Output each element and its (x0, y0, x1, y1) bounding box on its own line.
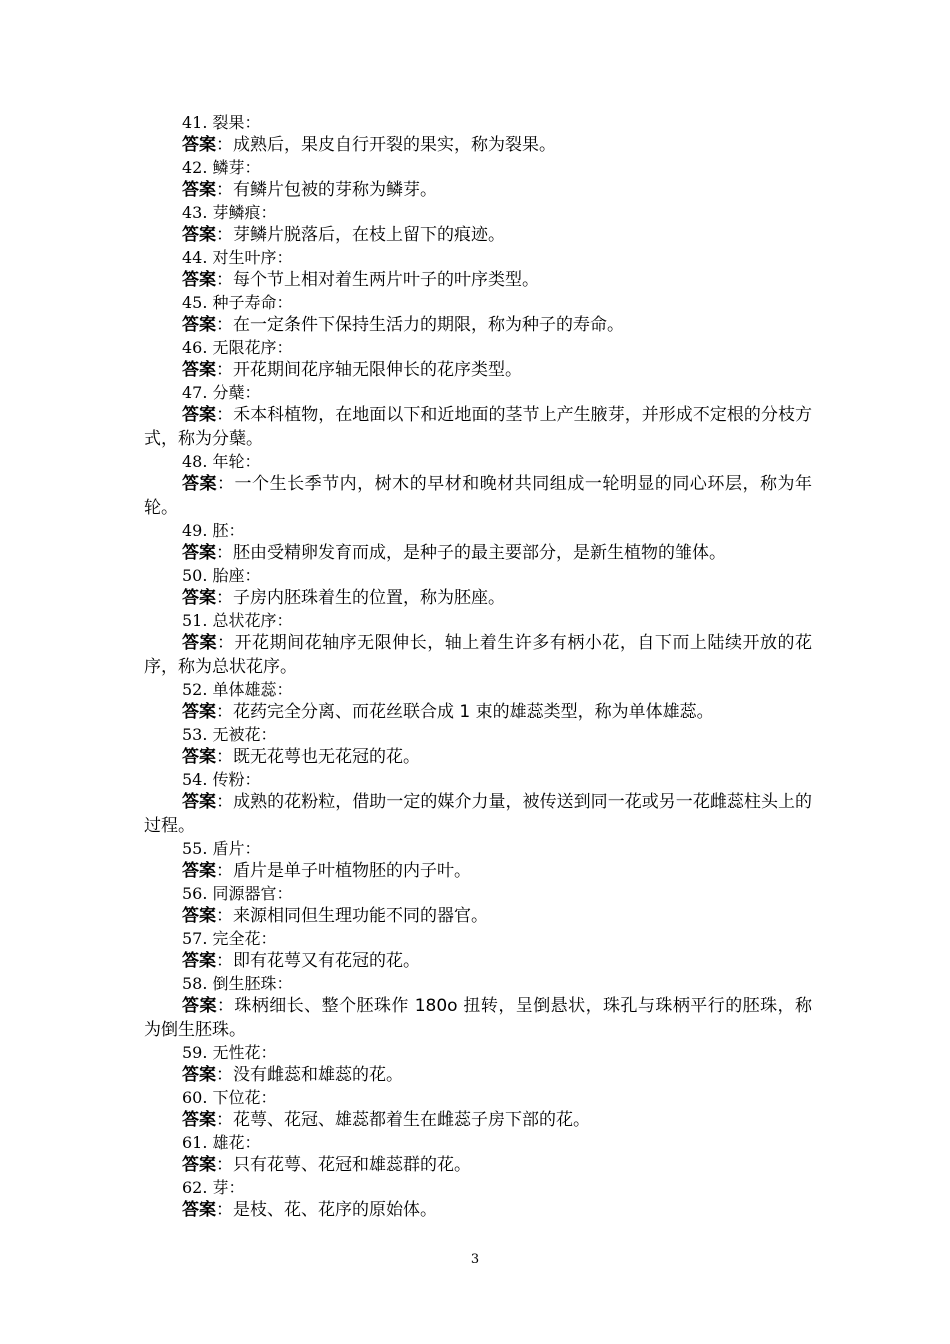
answer-body: ：成熟的花粉粒，借助一定的媒介力量，被传送到同一花或另一花雌蕊柱头上的过程。 (144, 792, 813, 836)
answer-body: ：一个生长季节内，树木的早材和晚材共同组成一轮明显的同心环层，称为年轮。 (144, 474, 813, 518)
answer-body: ：胚由受精卵发育而成，是种子的最主要部分，是新生植物的雏体。 (216, 543, 726, 563)
glossary-entry (144, 293, 812, 337)
answer-text (144, 1198, 812, 1222)
answer-text (144, 745, 812, 769)
answer-label: 答案 (182, 1110, 216, 1130)
term-heading: 42. 鳞芽： (182, 158, 261, 177)
answer-label: 答案 (182, 225, 216, 245)
answer-body: ：开花期间花序轴无限伸长的花序类型。 (216, 360, 522, 380)
glossary-entry (144, 113, 812, 157)
answer-text (144, 790, 812, 838)
term-heading: 58. 倒生胚珠： (182, 974, 293, 993)
glossary-entry (144, 566, 812, 610)
answer-label: 答案 (182, 270, 216, 290)
term-heading: 52. 单体雄蕊： (182, 680, 293, 699)
glossary-entry (144, 884, 812, 928)
glossary-entry (144, 452, 812, 520)
answer-text (144, 268, 812, 292)
glossary-entry (144, 248, 812, 292)
answer-body: ：成熟后，果皮自行开裂的果实，称为裂果。 (216, 135, 556, 155)
glossary-content (144, 113, 812, 1223)
term-heading: 57. 完全花： (182, 929, 277, 948)
glossary-entry (144, 383, 812, 451)
glossary-entry (144, 974, 812, 1042)
answer-body: ：来源相同但生理功能不同的器官。 (216, 906, 488, 926)
answer-text (144, 358, 812, 382)
glossary-entry (144, 1043, 812, 1087)
answer-body: ：是枝、花、花序的原始体。 (216, 1200, 437, 1220)
glossary-entry (144, 1088, 812, 1132)
answer-label: 答案 (182, 360, 216, 380)
answer-body: ：盾片是单子叶植物胚的内子叶。 (216, 861, 471, 881)
answer-body: ：在一定条件下保持生活力的期限，称为种子的寿命。 (216, 315, 624, 335)
answer-body: ：子房内胚珠着生的位置，称为胚座。 (216, 588, 505, 608)
answer-body: ：有鳞片包被的芽称为鳞芽。 (216, 180, 437, 200)
answer-body: ：每个节上相对着生两片叶子的叶序类型。 (216, 270, 539, 290)
term-heading: 60. 下位花： (182, 1088, 277, 1107)
answer-text (144, 631, 812, 679)
term-heading: 56. 同源器官： (182, 884, 293, 903)
answer-body: ：开花期间花轴序无限伸长，轴上着生许多有柄小花，自下而上陆续开放的花序，称为总状花序。 (144, 633, 813, 677)
answer-label: 答案 (182, 588, 216, 608)
answer-text (144, 472, 812, 520)
glossary-entry (144, 929, 812, 973)
answer-text (144, 541, 812, 565)
page-number: 3 (470, 1252, 480, 1267)
term-heading: 43. 芽鳞痕： (182, 203, 277, 222)
answer-text (144, 133, 812, 157)
term-heading: 61. 雄花： (182, 1133, 261, 1152)
answer-label: 答案 (182, 315, 216, 335)
glossary-entry (144, 521, 812, 565)
answer-label: 答案 (182, 135, 216, 155)
term-heading: 55. 盾片： (182, 839, 261, 858)
answer-text (144, 700, 812, 724)
answer-label: 答案 (182, 951, 216, 971)
answer-label: 答案 (182, 180, 216, 200)
answer-body: ：只有花萼、花冠和雄蕊群的花。 (216, 1155, 471, 1175)
term-heading: 59. 无性花： (182, 1043, 277, 1062)
glossary-entry (144, 1178, 812, 1222)
answer-text (144, 994, 812, 1042)
glossary-entry (144, 1133, 812, 1177)
answer-text (144, 586, 812, 610)
answer-text (144, 859, 812, 883)
glossary-entry (144, 839, 812, 883)
term-heading: 48. 年轮： (182, 452, 261, 471)
term-heading: 47. 分蘖： (182, 383, 261, 402)
answer-body: ：没有雌蕊和雄蕊的花。 (216, 1065, 403, 1085)
answer-text (144, 313, 812, 337)
answer-label: 答案 (182, 792, 217, 812)
answer-body: ：即有花萼又有花冠的花。 (216, 951, 420, 971)
answer-label: 答案 (182, 474, 218, 494)
answer-label: 答案 (182, 861, 216, 881)
term-heading: 54. 传粉： (182, 770, 261, 789)
glossary-entry (144, 770, 812, 838)
answer-label: 答案 (182, 543, 216, 563)
answer-text (144, 178, 812, 202)
answer-text (144, 1153, 812, 1177)
answer-text (144, 403, 812, 451)
term-heading: 45. 种子寿命： (182, 293, 293, 312)
answer-label: 答案 (182, 1065, 216, 1085)
answer-label: 答案 (182, 702, 216, 722)
answer-body: ：禾本科植物，在地面以下和近地面的茎节上产生腋芽，并形成不定根的分枝方式，称为分蘖。 (144, 405, 813, 449)
answer-text (144, 223, 812, 247)
answer-label: 答案 (182, 405, 217, 425)
answer-body: ：既无花萼也无花冠的花。 (216, 747, 420, 767)
glossary-entry (144, 680, 812, 724)
answer-body: ：花萼、花冠、雄蕊都着生在雌蕊子房下部的花。 (216, 1110, 590, 1130)
answer-body: ：珠柄细长、整个胚珠作 180o 扭转，呈倒悬状，珠孔与珠柄平行的胚珠，称为倒生胚珠。 (144, 996, 813, 1040)
answer-body: ：芽鳞片脱落后，在枝上留下的痕迹。 (216, 225, 505, 245)
term-heading: 62. 芽： (182, 1178, 245, 1197)
glossary-entry (144, 611, 812, 679)
answer-body: ：花药完全分离、而花丝联合成 1 束的雄蕊类型，称为单体雄蕊。 (216, 702, 714, 722)
answer-text (144, 949, 812, 973)
answer-label: 答案 (182, 633, 218, 653)
term-heading: 44. 对生叶序： (182, 248, 293, 267)
answer-text (144, 904, 812, 928)
answer-label: 答案 (182, 747, 216, 767)
answer-text (144, 1063, 812, 1087)
answer-label: 答案 (182, 1155, 216, 1175)
term-heading: 50. 胎座： (182, 566, 261, 585)
glossary-entry (144, 338, 812, 382)
answer-label: 答案 (182, 1200, 216, 1220)
glossary-entry (144, 725, 812, 769)
glossary-entry (144, 203, 812, 247)
term-heading: 51. 总状花序： (182, 611, 293, 630)
glossary-entry (144, 158, 812, 202)
answer-text (144, 1108, 812, 1132)
answer-label: 答案 (182, 996, 217, 1016)
term-heading: 46. 无限花序： (182, 338, 293, 357)
term-heading: 49. 胚： (182, 521, 245, 540)
term-heading: 41. 裂果： (182, 113, 261, 132)
answer-label: 答案 (182, 906, 216, 926)
term-heading: 53. 无被花： (182, 725, 277, 744)
